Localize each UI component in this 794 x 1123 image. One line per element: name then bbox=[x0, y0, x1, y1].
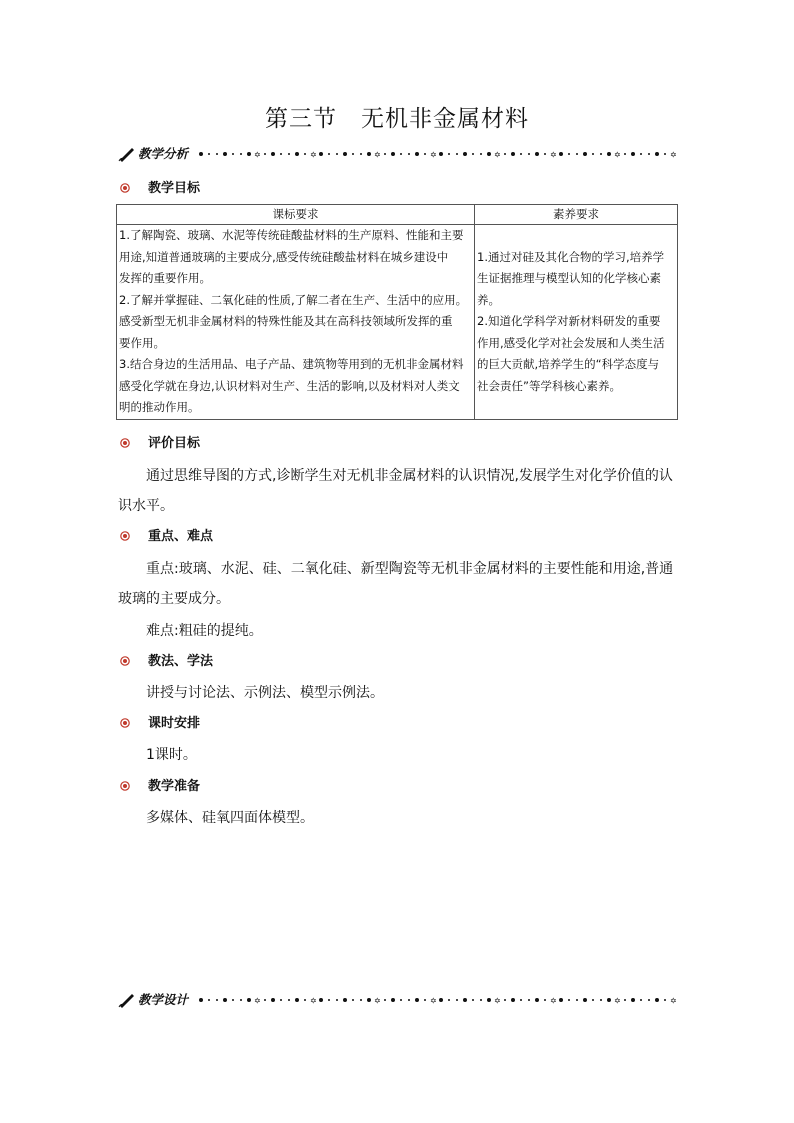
target-bullet-icon bbox=[120, 718, 130, 728]
divider-star: ✡ bbox=[670, 150, 677, 160]
divider-dot bbox=[240, 999, 242, 1001]
divider-dot bbox=[583, 152, 587, 156]
cell-line: 发挥的重要作用。 bbox=[119, 271, 211, 285]
divider-dot bbox=[247, 152, 251, 156]
divider-dot bbox=[328, 999, 330, 1001]
divider-dot bbox=[232, 153, 234, 155]
key-point-paragraph: 重点:玻璃、水泥、硅、二氧化硅、新型陶瓷等无机非金属材料的主要性能和用途,普通玻璃的主要成分。 bbox=[118, 561, 674, 607]
divider-star: ✡ bbox=[614, 996, 621, 1006]
divider-dot bbox=[640, 999, 642, 1001]
divider-dot bbox=[504, 153, 506, 155]
divider-dot bbox=[576, 999, 578, 1001]
divider-dot bbox=[367, 152, 371, 156]
divider-dot bbox=[415, 998, 419, 1002]
divider-star: ✡ bbox=[550, 996, 557, 1006]
divider-dot bbox=[271, 152, 275, 156]
divider-star: ✡ bbox=[494, 996, 501, 1006]
divider-dot bbox=[631, 152, 635, 156]
divider-dot bbox=[504, 999, 506, 1001]
dotted-divider bbox=[198, 991, 678, 1009]
divider-dot bbox=[391, 152, 395, 156]
eval-paragraph: 通过思维导图的方式,诊断学生对无机非金属材料的认识情况,发展学生对化学价值的认识水平。 bbox=[118, 468, 673, 514]
divider-dot bbox=[247, 998, 251, 1002]
divider-dot bbox=[240, 153, 242, 155]
divider-dot bbox=[415, 152, 419, 156]
page-title: 第三节 无机非金属材料 bbox=[265, 106, 529, 132]
divider-dot bbox=[607, 152, 611, 156]
divider-dot bbox=[288, 153, 290, 155]
table-header-cell: 素养要求 bbox=[475, 205, 678, 225]
divider-dot bbox=[592, 153, 594, 155]
divider-dot bbox=[511, 152, 515, 156]
divider-dot bbox=[463, 998, 467, 1002]
divider-dot bbox=[216, 999, 218, 1001]
divider-dot bbox=[400, 153, 402, 155]
section-heading: 课时安排 bbox=[148, 716, 201, 731]
divider-star: ✡ bbox=[254, 150, 261, 160]
divider-dot bbox=[448, 999, 450, 1001]
cell-line: 明的推动作用。 bbox=[119, 400, 200, 414]
divider-dot bbox=[487, 998, 491, 1002]
divider-dot bbox=[208, 999, 210, 1001]
cell-line: 养。 bbox=[477, 292, 500, 307]
divider-dot bbox=[664, 153, 666, 155]
divider-dot bbox=[568, 999, 570, 1001]
divider-dot bbox=[607, 998, 611, 1002]
divider-dot bbox=[384, 153, 386, 155]
section-heading: 重点、难点 bbox=[148, 529, 214, 544]
divider-dot bbox=[472, 999, 474, 1001]
divider-dot bbox=[655, 152, 659, 156]
cell-line: 作用,感受化学对社会发展和人类生活 bbox=[477, 335, 665, 350]
divider-dot bbox=[600, 153, 602, 155]
divider-dot bbox=[304, 999, 306, 1001]
divider-dot bbox=[360, 153, 362, 155]
cell-line: 1.通过对硅及其化合物的学习,培养学 bbox=[477, 249, 665, 264]
divider-dot bbox=[520, 153, 522, 155]
divider-dot bbox=[424, 999, 426, 1001]
divider-star: ✡ bbox=[550, 150, 557, 160]
divider-dot bbox=[295, 998, 299, 1002]
literacy-cell bbox=[475, 225, 678, 420]
difficulty-paragraph: 难点:粗硅的提纯。 bbox=[146, 623, 263, 639]
divider-dot bbox=[456, 153, 458, 155]
divider-dot bbox=[280, 999, 282, 1001]
divider-dot bbox=[223, 152, 227, 156]
target-bullet-icon bbox=[120, 781, 130, 791]
divider-dot bbox=[480, 153, 482, 155]
divider-dot bbox=[264, 999, 266, 1001]
banner-label: 教学设计 bbox=[138, 992, 189, 1007]
divider-dot bbox=[288, 999, 290, 1001]
divider-star: ✡ bbox=[430, 150, 437, 160]
divider-dot bbox=[400, 999, 402, 1001]
divider-dot bbox=[352, 999, 354, 1001]
cell-line: 社会责任”等学科核心素养。 bbox=[477, 378, 621, 393]
target-bullet-icon bbox=[120, 183, 130, 193]
divider-star: ✡ bbox=[374, 996, 381, 1006]
divider-dot bbox=[439, 152, 443, 156]
table-row bbox=[117, 225, 678, 420]
divider-dot bbox=[343, 998, 347, 1002]
divider-dot bbox=[424, 153, 426, 155]
goals-table bbox=[116, 204, 678, 420]
divider-dot bbox=[199, 998, 203, 1002]
divider-dot bbox=[295, 152, 299, 156]
divider-dot bbox=[319, 998, 323, 1002]
divider-dot bbox=[511, 998, 515, 1002]
divider-dot bbox=[208, 153, 210, 155]
divider-dot bbox=[456, 999, 458, 1001]
divider-dot bbox=[544, 999, 546, 1001]
divider-dot bbox=[544, 153, 546, 155]
divider-dot bbox=[631, 998, 635, 1002]
section-heading: 评价目标 bbox=[148, 436, 201, 451]
divider-dot bbox=[232, 999, 234, 1001]
cell-line: 感受新型无机非金属材料的特殊性能及其在高科技领域所发挥的重 bbox=[119, 314, 453, 328]
divider-dot bbox=[408, 153, 410, 155]
divider-dot bbox=[559, 998, 563, 1002]
section-heading: 教学目标 bbox=[148, 181, 201, 196]
divider-star: ✡ bbox=[614, 150, 621, 160]
divider-dot bbox=[199, 152, 203, 156]
divider-dot bbox=[391, 998, 395, 1002]
divider-dot bbox=[535, 998, 539, 1002]
divider-dot bbox=[568, 153, 570, 155]
divider-dot bbox=[304, 153, 306, 155]
cell-line: 要作用。 bbox=[119, 335, 165, 350]
cell-line: 感受化学就在身边,认识材料对生产、生活的影响,以及材料对人类文 bbox=[119, 378, 460, 393]
divider-dot bbox=[367, 998, 371, 1002]
pen-icon bbox=[118, 992, 136, 1008]
divider-dot bbox=[463, 152, 467, 156]
divider-dot bbox=[576, 153, 578, 155]
divider-dot bbox=[487, 152, 491, 156]
banner-label: 教学分析 bbox=[138, 146, 189, 161]
table-header-row bbox=[117, 205, 678, 225]
table-header-cell: 课标要求 bbox=[117, 205, 475, 225]
divider-star: ✡ bbox=[670, 996, 677, 1006]
cell-line: 1.了解陶瓷、玻璃、水泥等传统硅酸盐材料的生产原料、性能和主要 bbox=[119, 228, 464, 242]
divider-dot bbox=[624, 153, 626, 155]
divider-dot bbox=[559, 152, 563, 156]
divider-dot bbox=[583, 998, 587, 1002]
divider-dot bbox=[520, 999, 522, 1001]
method-paragraph: 讲授与讨论法、示例法、模型示例法。 bbox=[146, 685, 384, 701]
divider-dot bbox=[640, 153, 642, 155]
divider-dot bbox=[223, 998, 227, 1002]
target-bullet-icon bbox=[120, 438, 130, 448]
dotted-divider bbox=[198, 145, 678, 163]
prep-paragraph: 多媒体、硅氧四面体模型。 bbox=[146, 810, 314, 826]
divider-star: ✡ bbox=[494, 150, 501, 160]
divider-dot bbox=[655, 998, 659, 1002]
pen-icon bbox=[118, 146, 136, 162]
divider-dot bbox=[480, 999, 482, 1001]
schedule-paragraph: 1课时。 bbox=[146, 747, 197, 763]
cell-line: 2.知道化学科学对新材料研发的重要 bbox=[477, 314, 661, 328]
divider-dot bbox=[648, 153, 650, 155]
cell-line: 用途,知道普通玻璃的主要成分,感受传统硅酸盐材料在城乡建设中 bbox=[119, 249, 449, 264]
divider-star: ✡ bbox=[310, 996, 317, 1006]
cell-line: 的巨大贡献,培养学生的“科学态度与 bbox=[477, 357, 660, 371]
divider-dot bbox=[328, 153, 330, 155]
divider-star: ✡ bbox=[430, 996, 437, 1006]
divider-dot bbox=[472, 153, 474, 155]
divider-star: ✡ bbox=[254, 996, 261, 1006]
divider-star: ✡ bbox=[310, 150, 317, 160]
divider-dot bbox=[624, 999, 626, 1001]
divider-dot bbox=[600, 999, 602, 1001]
divider-dot bbox=[664, 999, 666, 1001]
divider-dot bbox=[528, 153, 530, 155]
divider-dot bbox=[319, 152, 323, 156]
divider-dot bbox=[360, 999, 362, 1001]
divider-dot bbox=[280, 153, 282, 155]
standards-cell bbox=[117, 225, 475, 420]
divider-dot bbox=[264, 153, 266, 155]
divider-dot bbox=[271, 998, 275, 1002]
cell-line: 3.结合身边的生活用品、电子产品、建筑物等用到的无机非金属材料 bbox=[119, 357, 464, 371]
divider-dot bbox=[408, 999, 410, 1001]
divider-dot bbox=[448, 153, 450, 155]
target-bullet-icon bbox=[120, 531, 130, 541]
section-heading: 教学准备 bbox=[148, 779, 201, 794]
divider-dot bbox=[384, 999, 386, 1001]
divider-dot bbox=[439, 998, 443, 1002]
section-heading: 教法、学法 bbox=[148, 654, 214, 669]
divider-star: ✡ bbox=[374, 150, 381, 160]
cell-line: 2.了解并掌握硅、二氧化硅的性质,了解二者在生产、生活中的应用。 bbox=[119, 292, 468, 307]
divider-dot bbox=[352, 153, 354, 155]
divider-dot bbox=[592, 999, 594, 1001]
banner-analysis bbox=[118, 145, 678, 163]
divider-dot bbox=[535, 152, 539, 156]
divider-dot bbox=[336, 153, 338, 155]
banner-design bbox=[118, 991, 678, 1009]
divider-dot bbox=[343, 152, 347, 156]
cell-line: 生证据推理与模型认知的化学核心素 bbox=[477, 271, 661, 285]
divider-dot bbox=[336, 999, 338, 1001]
divider-dot bbox=[528, 999, 530, 1001]
divider-dot bbox=[648, 999, 650, 1001]
divider-dot bbox=[216, 153, 218, 155]
target-bullet-icon bbox=[120, 656, 130, 666]
